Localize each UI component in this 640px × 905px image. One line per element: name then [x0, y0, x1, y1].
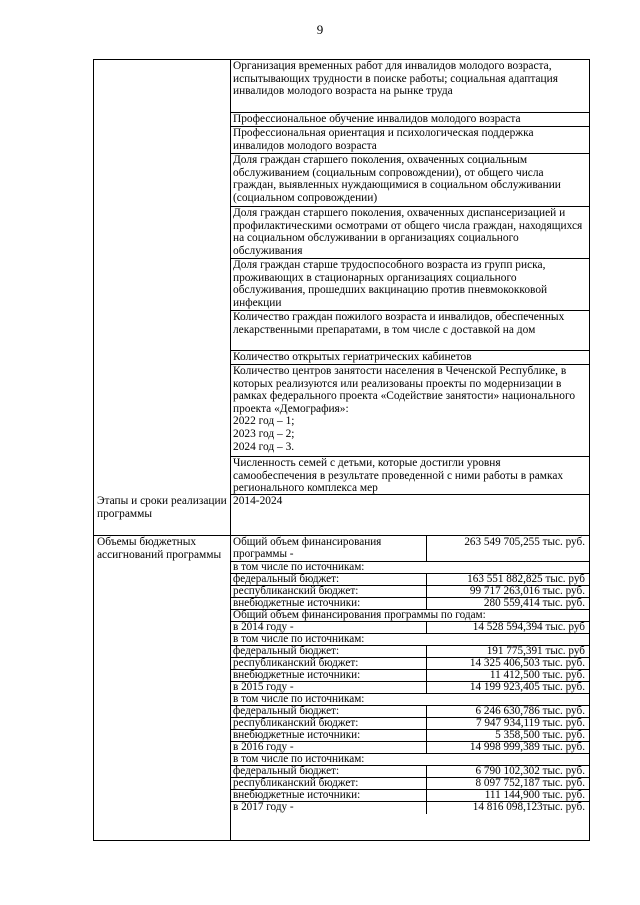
goal-row	[231, 365, 589, 457]
budget-row-label: федеральный бюджет:	[233, 573, 340, 585]
cell-divider	[426, 670, 427, 681]
budget-row	[231, 802, 589, 814]
budget-row-label: внебюджетные источники:	[233, 597, 361, 609]
goal-row	[231, 311, 589, 351]
budget-row-value: 14 816 098,123тыс. руб.	[472, 801, 585, 813]
budget-row-value: 7 947 934,119 тыс. руб.	[475, 717, 585, 729]
goal-text: Количество открытых гериатрических кабинетов	[233, 351, 472, 363]
budget-row-label: в том числе по источникам:	[233, 561, 365, 573]
budget-row-label: в том числе по источникам:	[233, 753, 365, 765]
budget-total-row	[231, 536, 589, 562]
cell-divider	[426, 790, 427, 801]
cell-divider	[426, 574, 427, 585]
stages-label: Этапы и сроки реализации программы	[97, 495, 227, 520]
budget-row-label: республиканский бюджет:	[233, 717, 359, 729]
goal-text: Количество центров занятости населения в Чеченской Республике, в которых реализуются или реализованы проекты по модернизации в рамках федерального проекта «Содействие занятости» национального проекта «Демография»: 2022 год – 1; 2023 год – 2; 2024 год – 3.	[233, 365, 576, 453]
cell-divider	[426, 730, 427, 741]
goal-row	[231, 154, 589, 207]
budget-row-value: 14 199 923,405 тыс. руб.	[469, 681, 585, 693]
budget-row-label: в 2016 году -	[233, 741, 294, 753]
budget-row-label: внебюджетные источники:	[233, 729, 361, 741]
cell-divider	[426, 536, 427, 561]
cell-divider	[426, 706, 427, 717]
budget-row-value: 5 358,500 тыс. руб.	[495, 729, 585, 741]
cell-divider	[426, 802, 427, 814]
budget-total-value: 263 549 705,255 тыс. руб.	[464, 536, 585, 548]
goal-row	[231, 259, 589, 311]
cell-divider	[426, 586, 427, 597]
cell-divider	[426, 598, 427, 609]
cell-divider	[426, 646, 427, 657]
budget-row-value: 14 325 406,503 тыс. руб.	[469, 657, 585, 669]
goal-row	[231, 207, 589, 259]
cell-divider	[426, 682, 427, 693]
cell-divider	[426, 742, 427, 753]
goal-row	[231, 351, 589, 365]
budget-row-value: 111 144,900 тыс. руб.	[484, 789, 585, 801]
budget-row-label: внебюджетные источники:	[233, 669, 361, 681]
budget-row-value: 11 412,500 тыс. руб.	[489, 669, 585, 681]
budget-row-label: в 2014 году -	[233, 621, 294, 633]
goal-text: Численность семей с детьми, которые достигли уровня самообеспечения в результате проведенной с ними работы в рамках регионального комплекса мер	[233, 457, 564, 495]
stages-value: 2014-2024	[233, 495, 283, 507]
budget-row-label: республиканский бюджет:	[233, 585, 359, 597]
goal-row	[231, 127, 589, 154]
budget-row-label: в том числе по источникам:	[233, 693, 365, 705]
goal-text: Доля граждан старшего поколения, охваченных диспансеризацией и профилактическими осмотрами от общего числа граждан, находящихся на социальном обслуживании в организациях социального обслуживания	[233, 207, 583, 257]
budget-row-label: внебюджетные источники:	[233, 789, 361, 801]
budget-row-value: 8 097 752,187 тыс. руб.	[475, 777, 585, 789]
budget-row-value: 99 717 263,016 тыс. руб.	[469, 585, 585, 597]
cell-divider	[426, 622, 427, 633]
goal-text: Профессиональная ориентация и психологическая поддержка инвалидов молодого возраста	[233, 127, 534, 152]
budget-row-value: 6 790 102,302 тыс. руб.	[475, 765, 585, 777]
goal-text: Количество граждан пожилого возраста и инвалидов, обеспеченных лекарственными препаратами, в том числе с доставкой на дом	[233, 311, 565, 336]
budget-row-value: 191 775,391 тыс. руб	[486, 645, 585, 657]
goal-row	[231, 60, 589, 113]
goal-text: Организация временных работ для инвалидов молодого возраста, испытывающих трудности в поиске работы; социальная адаптация инвалидов молодого возраста на рынке труда	[233, 60, 558, 98]
budget-row-label: в 2015 году -	[233, 681, 294, 693]
cell-divider	[426, 766, 427, 777]
budget-row-label: федеральный бюджет:	[233, 765, 340, 777]
budget-row-value: 14 528 594,394 тыс. руб	[472, 621, 585, 633]
budget-row-value: 163 551 882,825 тыс. руб	[467, 573, 585, 585]
budget-row-value: 280 559,414 тыс. руб.	[483, 597, 585, 609]
cell-divider	[426, 778, 427, 789]
budget-label: Объемы бюджетных ассигнований программы	[97, 536, 222, 561]
budget-row-label: в 2017 году -	[233, 801, 294, 813]
goal-text: Профессиональное обучение инвалидов молодого возраста	[233, 113, 521, 125]
goal-text: Доля граждан старшего поколения, охваченных социальным обслуживанием (социальным сопровождении), от общего числа граждан, выявленных нуждающимися в социальном обслуживании (социальном сопровождении)	[233, 154, 561, 204]
budget-row-label: республиканский бюджет:	[233, 777, 359, 789]
page-number: 9	[316, 22, 324, 37]
cell-divider	[426, 658, 427, 669]
budget-total-label: Общий объем финансирования программы -	[233, 536, 382, 561]
budget-row-value: 14 998 999,389 тыс. руб.	[469, 741, 585, 753]
budget-row-label: в том числе по источникам:	[233, 633, 365, 645]
goal-row	[231, 457, 589, 495]
program-table	[93, 59, 590, 841]
budget-row-value: 6 246 630,786 тыс. руб.	[475, 705, 585, 717]
budget-row-label: федеральный бюджет:	[233, 705, 340, 717]
cell-divider	[426, 718, 427, 729]
goal-text: Доля граждан старше трудоспособного возраста из групп риска, проживающих в стационарных организациях социального обслуживания, прошедших вакцинацию против пневмококковой инфекции	[233, 259, 548, 309]
budget-row-label: республиканский бюджет:	[233, 657, 359, 669]
goal-row	[231, 113, 589, 127]
budget-row-label: Общий объем финансирования программы по годам:	[233, 609, 486, 621]
budget-row-label: федеральный бюджет:	[233, 645, 340, 657]
